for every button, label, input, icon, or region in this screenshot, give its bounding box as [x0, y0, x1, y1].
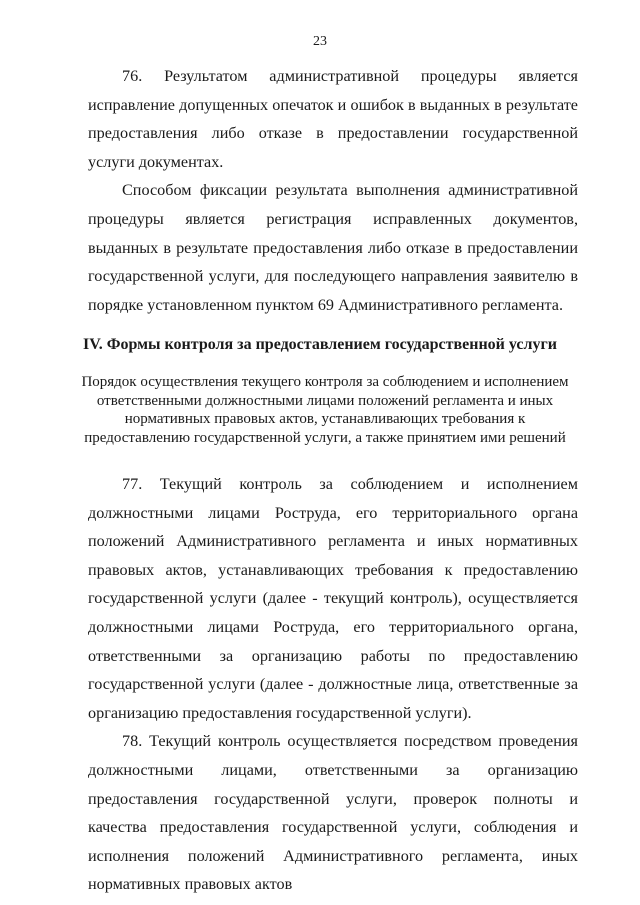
section-subheading: Порядок осуществления текущего контроля за соблюдением и исполнением ответственными должностными лицами положений регламента и иных нормативных правовых актов, устанавливающих требования к предоставлению государственной услуги, а также принятием ими решений	[81, 374, 569, 446]
paragraphs-bottom	[88, 470, 578, 899]
paragraphs-top	[88, 62, 578, 319]
paragraph-78: 78. Текущий контроль осуществляется посредством проведения должностными лицами, ответственными за организацию предоставления государственной услуги, проверок полноты и качества предоставления государственной услуги, соблюдения и исполнения положений Административного регламента, иных нормативных правовых актов	[88, 732, 578, 894]
paragraph-76: 76. Результатом административной процедуры является исправление допущенных опечаток и ошибок в выданных в результате предоставления либо отказе в предоставлении государственной услуги документах.	[88, 67, 578, 171]
paragraph-77: 77. Текущий контроль за соблюдением и исполнением должностными лицами Роструда, его территориального органа положений Административного регламента и иных нормативных правовых актов, устанавливающих требования к предоставлению государственной услуги (далее - текущий контроль), осуществляется должностными лицами Роструда, его территориального органа, ответственными за организацию работы по предоставлению государственной услуги (далее - должностные лица, ответственные за организацию предоставления государственной услуги).	[88, 475, 578, 722]
section-title: IV. Формы контроля за предоставлением государственной услуги	[83, 336, 557, 353]
page-number: 23	[313, 34, 327, 49]
paragraph-fixation-method: Способом фиксации результата выполнения административной процедуры является регистрация исправленных документов, выданных в результате предоставления либо отказе в предоставлении государственной услуги, для последующего направления заявителю в порядке установленном пунктом 69 Административного регламента.	[88, 181, 578, 314]
